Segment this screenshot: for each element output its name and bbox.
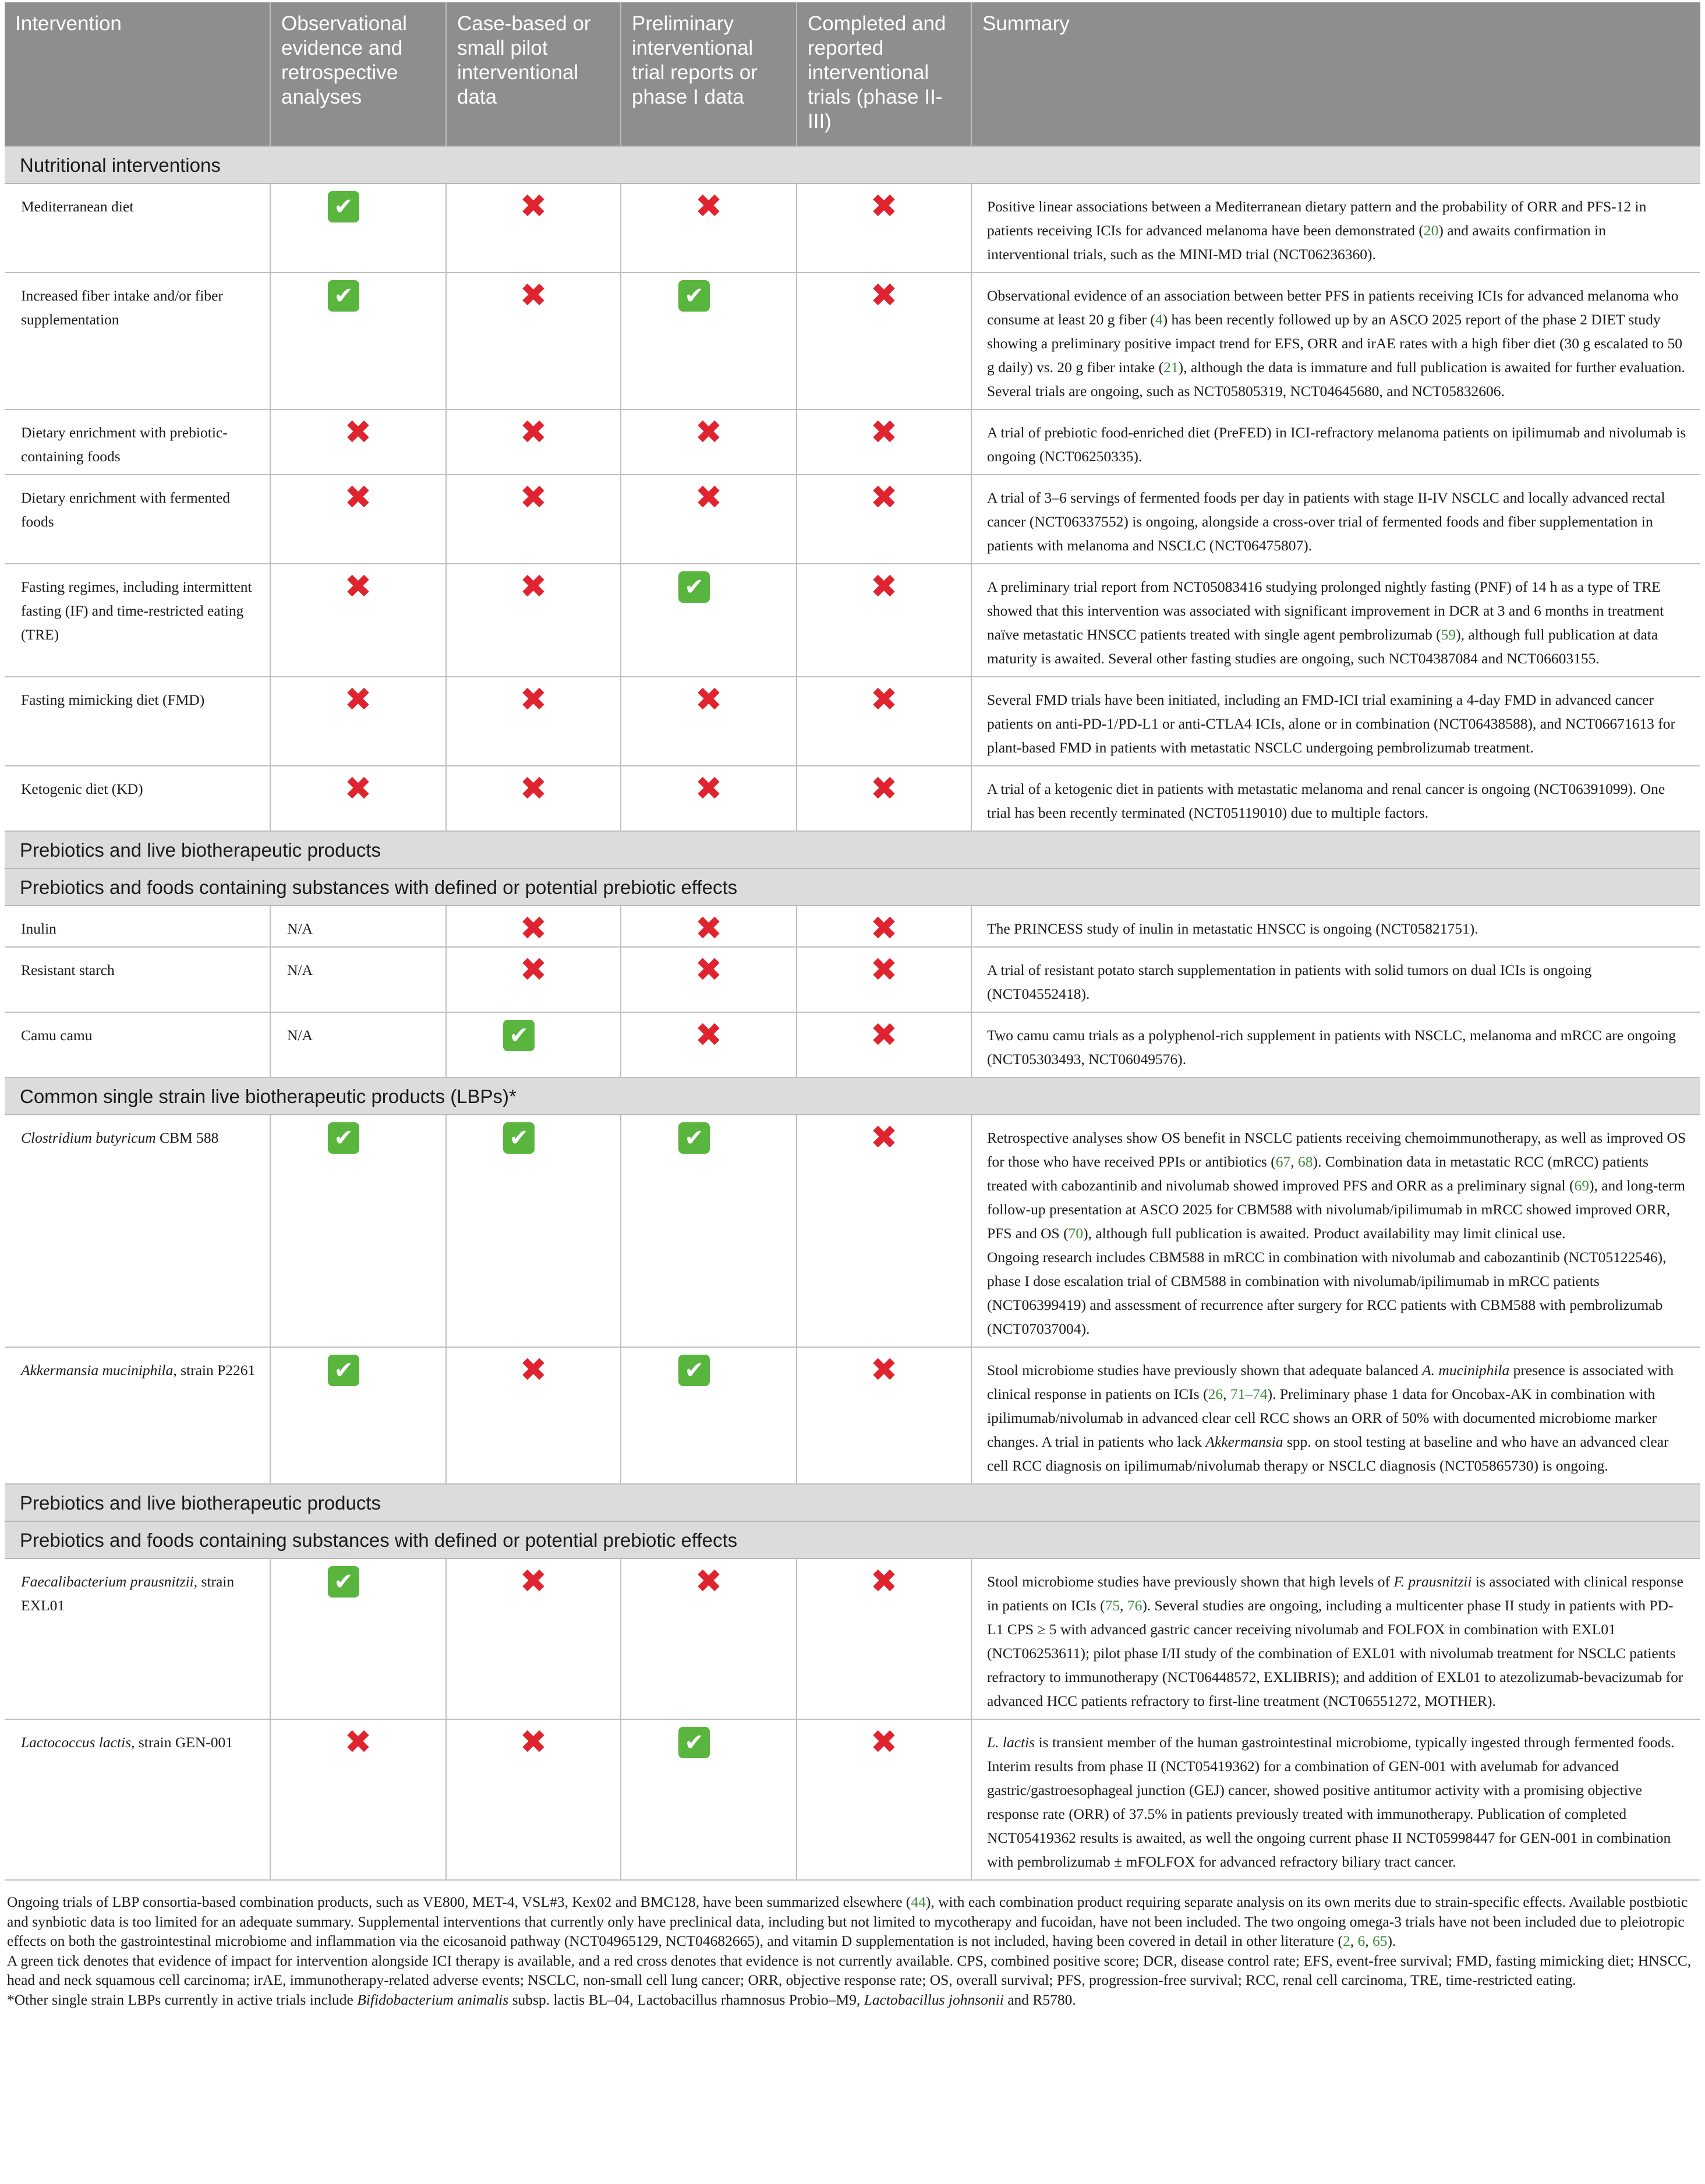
intervention-name: Increased fiber intake and/or fiber supplementation	[5, 273, 270, 409]
section-row	[5, 146, 1700, 183]
header-intervention: Intervention	[5, 2, 270, 146]
section-row	[5, 1077, 1700, 1115]
red-cross-icon: ✖	[519, 568, 547, 606]
intervention-name: Fasting regimes, including intermittent fasting (IF) and time-restricted eating (TRE)	[5, 564, 270, 677]
reference-link: 68	[1297, 1153, 1313, 1170]
red-cross-icon: ✖	[870, 414, 898, 451]
green-check-icon: ✔	[678, 280, 710, 312]
intervention-name: Fasting mimicking diet (FMD)	[5, 677, 270, 766]
summary-text: A trial of 3–6 servings of fermented foods per day in patients with stage II-IV NSCLC and locally advanced rectal cancer (NCT06337552) is ongoing, alongside a cross-over trial of fermented foods and fiber supplementation in patients with melanoma and NSCLC (NCT06475807).	[971, 475, 1700, 564]
intervention-name: Camu camu	[5, 1012, 270, 1077]
green-check-icon: ✔	[328, 1566, 359, 1598]
red-cross-icon: ✖	[695, 681, 723, 719]
evidence-unavailable-cell	[797, 1115, 971, 1347]
reference-link: 20	[1423, 222, 1439, 239]
evidence-unavailable-cell	[797, 273, 971, 409]
evidence-unavailable-cell	[797, 947, 971, 1012]
green-check-icon: ✔	[328, 280, 359, 312]
red-cross-icon: ✖	[519, 414, 547, 451]
summary-text: A trial of a ketogenic diet in patients with metastatic melanoma and renal cancer is ongoing (NCT06391099). One trial has been recently terminated (NCT05119010) due to multiple factors.	[971, 766, 1700, 831]
table-row	[5, 1012, 1700, 1077]
red-cross-icon: ✖	[519, 770, 547, 808]
evidence-unavailable-cell	[621, 409, 797, 475]
red-cross-icon: ✖	[870, 1563, 898, 1600]
evidence-unavailable-cell	[797, 1719, 971, 1880]
summary-text: Positive linear associations between a Mediterranean dietary pattern and the probability of ORR and PFS-12 in patients receiving ICIs for advanced melanoma have been demonstrated (20) and awaits confirmation in interventional trials, such as the MINI-MD trial (NCT06236360).	[971, 183, 1700, 273]
red-cross-icon: ✖	[870, 277, 898, 314]
footnote-paragraph: Ongoing trials of LBP consortia-based combination products, such as VE800, MET-4, VSL#3, Kex02 and BMC128, have been summarized elsewhere (44), with each combination product requiring separate analysis on its own merits due to strain-specific effects. Available postbiotic and synbiotic data is too limited for an adequate summary. Supplemental interventions that currently only have preclinical data, including but not limited to mycotherapy and fucoidan, have not been included. The two ongoing omega-3 trials have not been included due to pleiotropic effects on both the gastrointestinal microbiome and inflammation via the eicosanoid pathway (NCT04965129, NCT04682665), and vitamin D supplementation is not included, having been covered in detail in other literature (2, 6, 65).	[7, 1893, 1688, 1949]
summary-text: A preliminary trial report from NCT05083416 studying prolonged nightly fasting (PNF) of 14 h as a type of TRE showed that this intervention was associated with significant improvement in DCR at 3 and 6 months in treatment naïve metastatic HNSCC patients treated with single agent pembrolizumab (59), although full publication at data maturity is awaited. Several other fasting studies are ongoing, such NCT04387084 and NCT06603155.	[971, 564, 1700, 677]
header-completed: Completed and reported interventional trials (phase II-III)	[797, 2, 971, 146]
section-title: Nutritional interventions	[5, 146, 1700, 183]
reference-link: 65	[1372, 1932, 1388, 1949]
red-cross-icon: ✖	[870, 1723, 898, 1761]
intervention-name: Ketogenic diet (KD)	[5, 766, 270, 831]
summary-text: The PRINCESS study of inulin in metastatic HNSCC is ongoing (NCT05821751).	[971, 906, 1700, 947]
section-title: Common single strain live biotherapeutic products (LBPs)*	[5, 1077, 1700, 1115]
evidence-unavailable-cell	[446, 564, 621, 677]
intervention-name: Resistant starch	[5, 947, 270, 1012]
reference-link: 75	[1105, 1597, 1120, 1614]
red-cross-icon: ✖	[344, 568, 372, 606]
header-observational: Observational evidence and retrospective analyses	[270, 2, 446, 146]
section-row	[5, 868, 1700, 906]
green-check-icon: ✔	[328, 1355, 359, 1386]
evidence-unavailable-cell	[270, 475, 446, 564]
evidence-unavailable-cell	[621, 906, 797, 947]
red-cross-icon: ✖	[870, 910, 898, 948]
red-cross-icon: ✖	[519, 479, 547, 517]
evidence-available-cell	[621, 1719, 797, 1880]
red-cross-icon: ✖	[695, 1563, 723, 1600]
reference-link: 2	[1342, 1932, 1350, 1949]
table-row	[5, 766, 1700, 831]
evidence-available-cell	[270, 183, 446, 273]
header-row	[5, 2, 1700, 146]
evidence-unavailable-cell	[797, 564, 971, 677]
reference-link: 26	[1208, 1386, 1223, 1402]
red-cross-icon: ✖	[695, 414, 723, 451]
table-row	[5, 1347, 1700, 1484]
not-applicable-cell: N/A	[270, 906, 446, 947]
evidence-table-page	[5, 2, 1700, 2009]
not-applicable-cell: N/A	[270, 1012, 446, 1077]
table-row	[5, 1115, 1700, 1347]
red-cross-icon: ✖	[344, 414, 372, 451]
section-title: Prebiotics and foods containing substances with defined or potential prebiotic effects	[5, 868, 1700, 906]
red-cross-icon: ✖	[344, 479, 372, 517]
evidence-unavailable-cell	[621, 766, 797, 831]
evidence-available-cell	[270, 1347, 446, 1484]
summary-text: Two camu camu trials as a polyphenol-rich supplement in patients with NSCLC, melanoma and mRCC are ongoing (NCT05303493, NCT06049576).	[971, 1012, 1700, 1077]
red-cross-icon: ✖	[695, 770, 723, 808]
red-cross-icon: ✖	[519, 1723, 547, 1761]
header-preliminary: Preliminary interventional trial reports or phase I data	[621, 2, 797, 146]
summary-text: A trial of resistant potato starch supplementation in patients with solid tumors on dual ICIs is ongoing (NCT04552418).	[971, 947, 1700, 1012]
reference-link: 4	[1155, 311, 1163, 328]
red-cross-icon: ✖	[870, 681, 898, 719]
evidence-unavailable-cell	[797, 766, 971, 831]
summary-text: Several FMD trials have been initiated, including an FMD-ICI trial examining a 4-day FMD in advanced cancer patients on anti-PD-1/PD-L1 or anti-CTLA4 ICIs, alone or in combination (NCT06438588), and NCT06671613 for plant-based FMD in patients with metastatic NSCLC undergoing pembrolizumab treatment.	[971, 677, 1700, 766]
intervention-name: Faecalibacterium prausnitzii, strain EXL01	[5, 1559, 270, 1719]
summary-text: Retrospective analyses show OS benefit in NSCLC patients receiving chemoimmunotherapy, as well as improved OS for those who have received PPIs or antibiotics (67, 68). Combination data in metastatic RCC (mRCC) patients treated with cabozantinib and nivolumab showed improved PFS and ORR as a preliminary signal (69), and long-term follow-up presentation at ASCO 2025 for CBM588 with nivolumab/ipilimumab in mRCC showed improved ORR, PFS and OS (70), although full publication is awaited. Product availability may limit clinical use. Ongoing research includes CBM588 in mRCC in combination with nivolumab and cabozantinib (NCT05122546), phase I dose escalation trial of CBM588 in combination with nivolumab/ipilimumab in mRCC patients (NCT06399419) and assessment of recurrence after surgery for RCC patients with CBM588 with pembrolizumab (NCT07037004).	[971, 1115, 1700, 1347]
evidence-available-cell	[446, 1012, 621, 1077]
table-row	[5, 947, 1700, 1012]
evidence-available-cell	[621, 564, 797, 677]
red-cross-icon: ✖	[870, 1119, 898, 1157]
evidence-unavailable-cell	[621, 475, 797, 564]
red-cross-icon: ✖	[519, 951, 547, 989]
section-row	[5, 831, 1700, 868]
table-footnote	[5, 1892, 1700, 2009]
red-cross-icon: ✖	[695, 188, 723, 225]
red-cross-icon: ✖	[870, 770, 898, 808]
evidence-unavailable-cell	[797, 409, 971, 475]
reference-link: 71	[1230, 1386, 1246, 1402]
table-row	[5, 409, 1700, 475]
evidence-unavailable-cell	[446, 1347, 621, 1484]
red-cross-icon: ✖	[344, 770, 372, 808]
section-title: Prebiotics and live biotherapeutic products	[5, 831, 1700, 868]
evidence-unavailable-cell	[270, 564, 446, 677]
red-cross-icon: ✖	[870, 1351, 898, 1389]
green-check-icon: ✔	[678, 571, 710, 603]
green-check-icon: ✔	[503, 1020, 535, 1051]
evidence-unavailable-cell	[621, 947, 797, 1012]
section-title: Prebiotics and live biotherapeutic products	[5, 1484, 1700, 1521]
reference-link: 74	[1253, 1386, 1268, 1402]
section-title: Prebiotics and foods containing substances with defined or potential prebiotic effects	[5, 1521, 1700, 1559]
not-applicable-cell: N/A	[270, 947, 446, 1012]
reference-link: 6	[1357, 1932, 1366, 1949]
evidence-unavailable-cell	[797, 183, 971, 273]
red-cross-icon: ✖	[519, 1563, 547, 1600]
evidence-unavailable-cell	[621, 183, 797, 273]
section-row	[5, 1484, 1700, 1521]
red-cross-icon: ✖	[519, 188, 547, 225]
evidence-available-cell	[270, 1559, 446, 1719]
table-row	[5, 273, 1700, 409]
evidence-unavailable-cell	[797, 1012, 971, 1077]
red-cross-icon: ✖	[344, 1723, 372, 1761]
intervention-name: Mediterranean diet	[5, 183, 270, 273]
evidence-unavailable-cell	[446, 906, 621, 947]
evidence-unavailable-cell	[621, 677, 797, 766]
table-row	[5, 564, 1700, 677]
evidence-unavailable-cell	[270, 409, 446, 475]
evidence-unavailable-cell	[446, 677, 621, 766]
red-cross-icon: ✖	[695, 1016, 723, 1054]
red-cross-icon: ✖	[344, 681, 372, 719]
evidence-unavailable-cell	[797, 1559, 971, 1719]
intervention-name: Dietary enrichment with fermented foods	[5, 475, 270, 564]
summary-text: L. lactis is transient member of the human gastrointestinal microbiome, typically ingested through fermented foods. Interim results from phase II (NCT05419362) for a combination of GEN-001 with avelumab for advanced gastric/gastroesophageal junction (GEJ) cancer, showed positive antitumor activity with a promising objective response rate (ORR) of 37.5% in patients previously treated with immunotherapy. Publication of completed NCT05419362 results is awaited, as well the ongoing current phase II NCT05998447 for GEN-001 in combination with pembrolizumab ± mFOLFOX for advanced refractory biliary tract cancer.	[971, 1719, 1700, 1880]
summary-text: Stool microbiome studies have previously shown that high levels of F. prausnitzii is associated with clinical response in patients on ICIs (75, 76). Several studies are ongoing, including a multicenter phase II study in patients with PD-L1 CPS ≥ 5 with advanced gastric cancer receiving nivolumab and FOLFOX in combination with EXL01 (NCT06253611); pilot phase I/II study of the combination of EXL01 with nivolumab treatment for NSCLC patients refractory to immunotherapy (NCT06448572, EXLIBRIS); and addition of EXL01 to atezolizumab-bevacizumab for advanced HCC patients refractory to first-line treatment (NCT06551272, MOTHER).	[971, 1559, 1700, 1719]
table-row	[5, 183, 1700, 273]
summary-text: A trial of prebiotic food-enriched diet (PreFED) in ICI-refractory melanoma patients on ipilimumab and nivolumab is ongoing (NCT06250335).	[971, 409, 1700, 475]
green-check-icon: ✔	[678, 1727, 710, 1758]
evidence-unavailable-cell	[446, 273, 621, 409]
red-cross-icon: ✖	[519, 910, 547, 948]
red-cross-icon: ✖	[870, 479, 898, 517]
evidence-available-cell	[270, 273, 446, 409]
table-row	[5, 677, 1700, 766]
reference-link: 69	[1574, 1177, 1589, 1194]
red-cross-icon: ✖	[870, 568, 898, 606]
evidence-unavailable-cell	[797, 906, 971, 947]
evidence-available-cell	[621, 273, 797, 409]
red-cross-icon: ✖	[519, 277, 547, 314]
reference-link: 21	[1163, 359, 1179, 376]
footnote-paragraph: A green tick denotes that evidence of impact for intervention alongside ICI therapy is available, and a red cross denotes that evidence is not currently available. CPS, combined positive score; DCR, disease control rate; EFS, event-free survival; FMD, fasting mimicking diet; HNSCC, head and neck squamous cell carcinoma; irAE, immunotherapy-related adverse events; NSCLC, non-small cell lung cancer; ORR, objective response rate; OS, overall survival; PFS, progression-free survival; RCC, renal cell carcinoma, TRE, time-restricted eating.	[7, 1952, 1692, 1988]
intervention-name: Dietary enrichment with prebiotic-containing foods	[5, 409, 270, 475]
evidence-unavailable-cell	[446, 475, 621, 564]
reference-link: 44	[911, 1893, 926, 1910]
header-case-based: Case-based or small pilot interventional data	[446, 2, 621, 146]
evidence-unavailable-cell	[621, 1559, 797, 1719]
red-cross-icon: ✖	[695, 951, 723, 989]
red-cross-icon: ✖	[870, 188, 898, 225]
intervention-name: Akkermansia muciniphila, strain P2261	[5, 1347, 270, 1484]
evidence-unavailable-cell	[797, 1347, 971, 1484]
summary-text: Stool microbiome studies have previously shown that adequate balanced A. muciniphila presence is associated with clinical response in patients on ICIs (26, 71–74). Preliminary phase 1 data for Oncobax-AK in combination with ipilimumab/nivolumab in advanced clear cell RCC shows an ORR of 50% with documented microbiome marker changes. A trial in patients who lack Akkermansia spp. on stool testing at baseline and who have an advanced clear cell RCC diagnosis on ipilimumab/nivolumab therapy or NSCLC diagnosis (NCT05865730) is ongoing.	[971, 1347, 1700, 1484]
reference-link: 76	[1127, 1597, 1142, 1614]
red-cross-icon: ✖	[870, 951, 898, 989]
footnote-paragraph: *Other single strain LBPs currently in active trials include Bifidobacterium animalis subsp. lactis BL–04, Lactobacillus rhamnosus Probio–M9, Lactobacillus johnsonii and R5780.	[7, 1991, 1076, 2008]
green-check-icon: ✔	[678, 1355, 710, 1386]
evidence-unavailable-cell	[446, 183, 621, 273]
green-check-icon: ✔	[503, 1122, 535, 1154]
evidence-unavailable-cell	[797, 475, 971, 564]
evidence-available-cell	[446, 1115, 621, 1347]
green-check-icon: ✔	[678, 1122, 710, 1154]
summary-text: Observational evidence of an association between better PFS in patients receiving ICIs for advanced melanoma who consume at least 20 g fiber (4) has been recently followed up by an ASCO 2025 report of the phase 2 DIET study showing a preliminary positive impact trend for EFS, ORR and irAE rates with a high fiber diet (30 g escalated to 50 g daily) vs. 20 g fiber intake (21), although the data is immature and full publication is awaited for further evaluation. Several trials are ongoing, such as NCT05805319, NCT04645680, and NCT05832606.	[971, 273, 1700, 409]
intervention-name: Clostridium butyricum CBM 588	[5, 1115, 270, 1347]
red-cross-icon: ✖	[519, 1351, 547, 1389]
evidence-unavailable-cell	[446, 1719, 621, 1880]
evidence-unavailable-cell	[446, 409, 621, 475]
evidence-unavailable-cell	[270, 677, 446, 766]
evidence-unavailable-cell	[446, 766, 621, 831]
evidence-unavailable-cell	[797, 677, 971, 766]
table-row	[5, 1559, 1700, 1719]
intervention-name: Inulin	[5, 906, 270, 947]
intervention-evidence-table	[5, 2, 1700, 1881]
reference-link: 67	[1275, 1153, 1291, 1170]
reference-link: 59	[1441, 626, 1456, 643]
red-cross-icon: ✖	[519, 681, 547, 719]
intervention-name: Lactococcus lactis, strain GEN-001	[5, 1719, 270, 1880]
table-row	[5, 906, 1700, 947]
table-row	[5, 475, 1700, 564]
red-cross-icon: ✖	[695, 479, 723, 517]
evidence-unavailable-cell	[621, 1012, 797, 1077]
evidence-unavailable-cell	[270, 1719, 446, 1880]
evidence-available-cell	[270, 1115, 446, 1347]
evidence-unavailable-cell	[446, 1559, 621, 1719]
red-cross-icon: ✖	[870, 1016, 898, 1054]
green-check-icon: ✔	[328, 1122, 359, 1154]
red-cross-icon: ✖	[695, 910, 723, 948]
table-row	[5, 1719, 1700, 1880]
evidence-unavailable-cell	[270, 766, 446, 831]
evidence-unavailable-cell	[446, 947, 621, 1012]
section-row	[5, 1521, 1700, 1559]
header-summary: Summary	[971, 2, 1700, 146]
evidence-available-cell	[621, 1115, 797, 1347]
reference-link: 70	[1068, 1225, 1084, 1242]
green-check-icon: ✔	[328, 191, 359, 222]
evidence-available-cell	[621, 1347, 797, 1484]
